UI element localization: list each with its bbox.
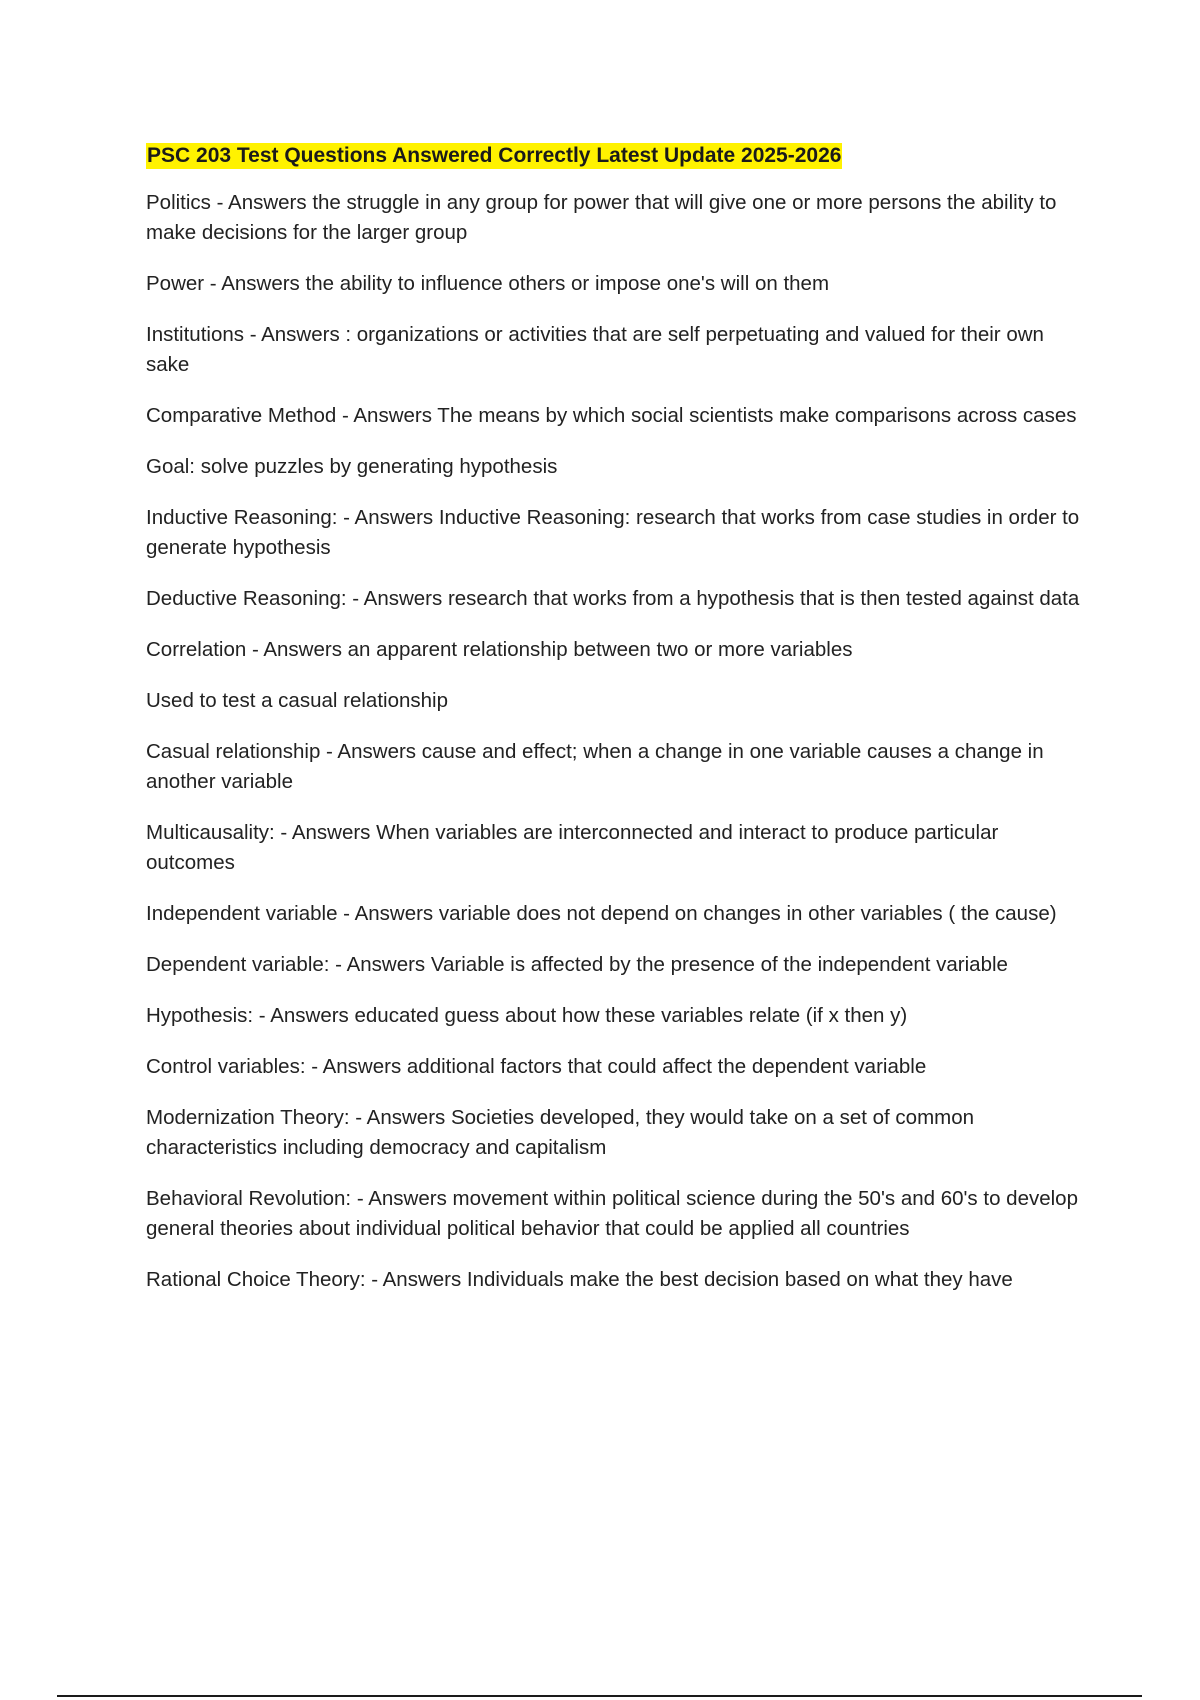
entry-behavioral-revolution: Behavioral Revolution: - Answers movement within political science during the 50's and 60's to develop general theories about individual political behavior that could be applied all countries <box>146 1187 1078 1240</box>
entry-casual-test: Used to test a casual relationship <box>146 689 448 712</box>
entry-hypothesis: Hypothesis: - Answers educated guess about how these variables relate (if x then y) <box>146 1004 908 1027</box>
entry-politics: Politics - Answers the struggle in any group for power that will give one or more persons the ability to make decisions for the larger group <box>146 191 1057 244</box>
entry-modernization-theory: Modernization Theory: - Answers Societies developed, they would take on a set of common characteristics including democracy and capitalism <box>146 1106 975 1159</box>
entry-correlation: Correlation - Answers an apparent relationship between two or more variables <box>146 638 853 661</box>
entry-multicausality: Multicausality: - Answers When variables are interconnected and interact to produce particular outcomes <box>146 821 999 874</box>
entry-dependent-variable: Dependent variable: - Answers Variable is affected by the presence of the independent variable <box>146 953 1008 976</box>
entry-casual-relationship: Casual relationship - Answers cause and effect; when a change in one variable causes a change in another variable <box>146 740 1044 793</box>
document-page <box>146 140 1091 1316</box>
footer-divider <box>57 1695 1142 1697</box>
entry-goal: Goal: solve puzzles by generating hypothesis <box>146 455 558 478</box>
entry-independent-variable: Independent variable - Answers variable does not depend on changes in other variables ( the cause) <box>146 902 1057 925</box>
entry-deductive-reasoning: Deductive Reasoning: - Answers research that works from a hypothesis that is then tested against data <box>146 587 1080 610</box>
entry-comparative-method: Comparative Method - Answers The means by which social scientists make comparisons across cases <box>146 404 1077 427</box>
title-block <box>146 140 1091 174</box>
entry-control-variables: Control variables: - Answers additional factors that could affect the dependent variable <box>146 1055 927 1078</box>
entry-power: Power - Answers the ability to influence others or impose one's will on them <box>146 272 830 295</box>
entry-rational-choice-theory: Rational Choice Theory: - Answers Individuals make the best decision based on what they have <box>146 1268 1013 1291</box>
entry-institutions: Institutions - Answers : organizations or activities that are self perpetuating and valued for their own sake <box>146 323 1044 376</box>
entry-inductive-reasoning: Inductive Reasoning: - Answers Inductive Reasoning: research that works from case studies in order to generate hypothesis <box>146 506 1080 559</box>
document-title: PSC 203 Test Questions Answered Correctly Latest Update 2025-2026 <box>147 144 842 167</box>
